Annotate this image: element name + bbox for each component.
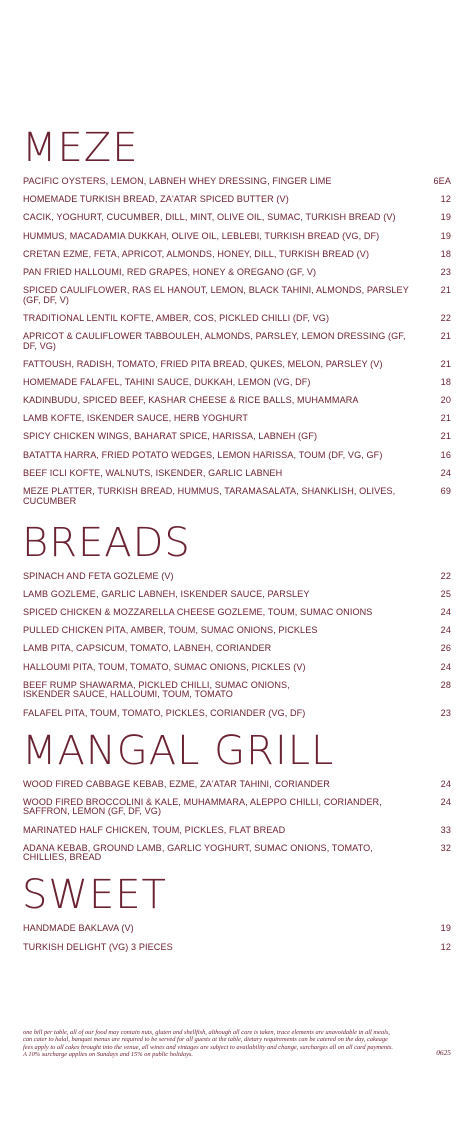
item-name: PACIFIC OYSTERS, LEMON, LABNEH WHEY DRESSING, FINGER LIME — [23, 176, 332, 186]
menu-item — [23, 286, 451, 305]
menu-item — [23, 487, 451, 506]
item-name: TURKISH DELIGHT (VG) 3 PIECES — [23, 941, 173, 952]
menu-item — [23, 232, 451, 242]
item-list — [23, 780, 451, 863]
item-name: FALAFEL PITA, TOUM, TOMATO, PICKLES, CORIANDER (VG, DF) — [23, 707, 306, 718]
menu-page — [22, 125, 451, 961]
menu-item — [23, 644, 451, 654]
menu-item — [23, 469, 451, 479]
item-price: 19 — [440, 923, 451, 934]
item-price: 21 — [440, 358, 451, 369]
footer-disclaimer: one bill per table, all of our food may contain nuts, gluten and shellfish, although all care is taken, trace elements are unavoidable in all meals, can cater to halal, banquet menus are required to be served for all guests at the table, dietary requirements can be catered on the day, cakeage fees apply to all cakes brought into the venue, all wines and vintages are subject to availability and change, surcharges all on all card payments. A 10% surcharge applies on Sundays and 15% on public holidays. — [23, 1029, 393, 1059]
item-list — [23, 177, 451, 506]
menu-item — [23, 924, 451, 934]
item-price: 24 — [440, 661, 451, 672]
item-name: TRADITIONAL LENTIL KOFTE, AMBER, COS, PICKLED CHILLI (DF, VG) — [23, 312, 330, 323]
section-title: MEZE — [22, 125, 139, 171]
menu-item — [23, 590, 451, 600]
item-name: BEEF ICLI KOFTE, WALNUTS, ISKENDER, GARLIC LABNEH — [23, 467, 283, 478]
item-name: HOMEMADE FALAFEL, TAHINI SAUCE, DUKKAH, LEMON (VG, DF) — [23, 376, 311, 387]
item-price: 19 — [440, 212, 451, 223]
section-title: MANGAL GRILL — [22, 727, 335, 774]
menu-item — [23, 332, 451, 351]
item-name: LAMB PITA, CAPSICUM, TOMATO, LABNEH, CORIANDER — [23, 643, 272, 654]
menu-item — [23, 798, 451, 817]
menu-item — [23, 314, 451, 324]
item-list — [23, 924, 451, 952]
item-price: 22 — [440, 312, 451, 323]
menu-item — [23, 780, 451, 790]
item-name: ADANA KEBAB, GROUND LAMB, GARLIC YOGHURT, SUMAC ONIONS, TOMATO, CHILLIES, BREAD — [23, 842, 373, 863]
item-name: SPINACH AND FETA GOZLEME (V) — [23, 570, 174, 581]
menu-item — [23, 213, 451, 223]
item-name: HANDMADE BAKLAVA (V) — [23, 923, 134, 934]
item-price: 23 — [440, 707, 451, 718]
menu-item — [23, 451, 451, 461]
item-name: PAN FRIED HALLOUMI, RED GRAPES, HONEY & OREGANO (GF, V) — [23, 266, 317, 277]
item-name: KADINBUDU, SPICED BEEF, KASHAR CHEESE & RICE BALLS, MUHAMMARA — [23, 395, 359, 406]
menu-item — [23, 681, 451, 700]
menu-item — [23, 844, 451, 863]
item-price: 24 — [440, 796, 451, 807]
menu-item — [23, 826, 451, 836]
item-price: 21 — [440, 331, 451, 341]
item-name: PULLED CHICKEN PITA, AMBER, TOUM, SUMAC ONIONS, PICKLES — [23, 625, 318, 636]
section-mangal-grill — [22, 727, 451, 863]
item-price: 23 — [440, 266, 451, 277]
item-name: FATTOUSH, RADISH, TOMATO, FRIED PITA BREAD, QUKES, MELON, PARSLEY (V) — [23, 358, 383, 369]
item-price: 24 — [440, 467, 451, 478]
menu-item — [23, 432, 451, 442]
item-price: 25 — [440, 588, 451, 599]
menu-item — [23, 378, 451, 388]
item-name: LAMB GOZLEME, GARLIC LABNEH, ISKENDER SAUCE, PARSLEY — [23, 588, 310, 599]
menu-item — [23, 608, 451, 618]
item-name: SPICED CAULIFLOWER, RAS EL HANOUT, LEMON, BLACK TAHINI, ALMONDS, PARSLEY (GF, DF, V) — [23, 285, 409, 305]
item-name: HUMMUS, MACADAMIA DUKKAH, OLIVE OIL, LEBLEBI, TURKISH BREAD (VG, DF) — [23, 230, 380, 241]
item-price: 24 — [440, 607, 451, 618]
item-price: 28 — [440, 679, 451, 690]
item-price: 22 — [440, 570, 451, 581]
item-price: 19 — [440, 230, 451, 241]
item-name: APRICOT & CAULIFLOWER TABBOULEH, ALMONDS, PARSLEY, LEMON DRESSING (GF, DF, VG) — [23, 331, 406, 351]
item-price: 20 — [440, 395, 451, 406]
item-name: WOOD FIRED CABBAGE KEBAB, EZME, ZA'ATAR TAHINI, CORIANDER — [23, 778, 330, 789]
item-name: CACIK, YOGHURT, CUCUMBER, DILL, MINT, OLIVE OIL, SUMAC, TURKISH BREAD (V) — [23, 212, 396, 223]
menu-item — [23, 943, 451, 953]
menu-item — [23, 177, 451, 187]
item-price: 33 — [440, 824, 451, 835]
menu-item — [23, 663, 451, 673]
menu-item — [23, 195, 451, 205]
item-name: MARINATED HALF CHICKEN, TOUM, PICKLES, FLAT BREAD — [23, 824, 286, 835]
menu-item — [23, 626, 451, 636]
section-sweet — [22, 872, 451, 952]
menu-item — [23, 360, 451, 370]
item-name: SPICED CHICKEN & MOZZARELLA CHEESE GOZLEME, TOUM, SUMAC ONIONS — [23, 607, 373, 618]
item-name: WOOD FIRED BROCCOLINI & KALE, MUHAMMARA, ALEPPO CHILLI, CORIANDER, SAFFRON, LEMON (GF, DF, VG) — [23, 796, 382, 817]
menu-code: 0625 — [436, 1048, 451, 1058]
menu-item — [23, 572, 451, 582]
menu-item — [23, 396, 451, 406]
menu-item — [23, 709, 451, 719]
item-price: 26 — [440, 643, 451, 654]
menu-item — [23, 414, 451, 424]
item-price: 69 — [440, 486, 451, 496]
item-name: HOMEMADE TURKISH BREAD, ZA'ATAR SPICED BUTTER (V) — [23, 194, 289, 205]
item-name: HALLOUMI PITA, TOUM, TOMATO, SUMAC ONIONS, PICKLES (V) — [23, 661, 306, 672]
section-breads — [22, 519, 451, 718]
item-price: 24 — [440, 778, 451, 789]
section-title: SWEET — [22, 872, 167, 919]
item-name: SPICY CHICKEN WINGS, BAHARAT SPICE, HARISSA, LABNEH (GF) — [23, 431, 318, 442]
item-price: 12 — [440, 194, 451, 205]
menu-item — [23, 250, 451, 260]
item-name: CRETAN EZME, FETA, APRICOT, ALMONDS, HONEY, DILL, TURKISH BREAD (V) — [23, 248, 370, 259]
item-price: 18 — [440, 376, 451, 387]
item-name: MEZE PLATTER, TURKISH BREAD, HUMMUS, TARAMASALATA, SHANKLISH, OLIVES, CUCUMBER — [23, 486, 396, 506]
item-name: LAMB KOFTE, ISKENDER SAUCE, HERB YOGHURT — [23, 413, 248, 424]
item-name: BATATTA HARRA, FRIED POTATO WEDGES, LEMON HARISSA, TOUM (DF, VG, GF) — [23, 449, 383, 460]
item-price: 12 — [440, 941, 451, 952]
item-price: 18 — [440, 248, 451, 259]
item-price: 21 — [440, 431, 451, 442]
item-price: 32 — [440, 842, 451, 853]
item-name: BEEF RUMP SHAWARMA, PICKLED CHILLI, SUMAC ONIONS, ISKENDER SAUCE, HALLOUMI, TOUM, TOMATO — [23, 679, 290, 700]
section-meze — [22, 125, 451, 506]
section-title: BREADS — [22, 519, 191, 566]
menu-item — [23, 268, 451, 278]
item-price: 21 — [440, 285, 451, 296]
item-price: 21 — [440, 413, 451, 424]
item-price: 6EA — [433, 176, 451, 186]
item-price: 16 — [440, 449, 451, 460]
item-price: 24 — [440, 625, 451, 636]
footer — [23, 1029, 451, 1059]
item-list — [23, 572, 451, 718]
